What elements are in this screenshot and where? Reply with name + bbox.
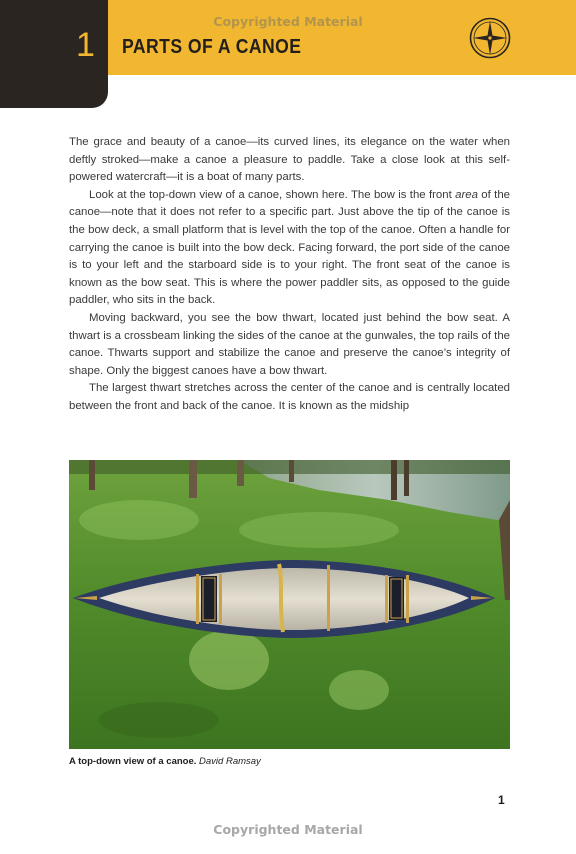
photo-credit: David Ramsay [199, 756, 261, 767]
chapter-title: PARTS OF A CANOE [122, 36, 302, 58]
caption-text: A top-down view of a canoe. [69, 756, 197, 767]
paragraph-3: Moving backward, you see the bow thwart, located just behind the bow seat. A thwart is a crossbeam linking the sides of the canoe at the gunwales, the top rails of the canoe. Thwarts support and stabilize the canoe and preserve the canoe’s integrity of shape. Only the biggest canoes have a bow thwart. [69, 311, 510, 377]
paragraph-1: The grace and beauty of a canoe—its curved lines, its elegance on the water when deftly stroked—make a canoe a pleasure to paddle. Take a close look at this self-powered watercraft—it is a boat of many parts. [69, 136, 510, 184]
paragraph-2 [69, 187, 510, 310]
watermark-top: Copyrighted Material [213, 14, 363, 29]
paragraph-2-text-a: Look at the top-down view of a canoe, shown here. The bow is the front [89, 188, 456, 201]
body-text [69, 134, 510, 416]
watermark-bottom: Copyrighted Material [213, 822, 363, 837]
paragraph-2-text-b: of the canoe—note that it does not refer to a specific part. Just above the tip of the canoe is the bow deck, a small platform that is level with the top of the canoe. Often a handle for carrying the canoe is built into the bow deck. Facing forward, the port side of the canoe is to your left and the starboard side is to your right. The front seat of the canoe is known as the bow seat. This is where the power paddler sits, as opposed to the guide paddler, who sits in the back. [69, 188, 510, 307]
compass-rose-icon [469, 17, 511, 59]
page-number: 1 [498, 793, 505, 807]
canoe-photo [69, 460, 510, 749]
paragraph-4: The largest thwart stretches across the center of the canoe and is centrally located between the front and back of the canoe. It is known as the midship [69, 382, 510, 412]
chapter-number: 1 [76, 26, 95, 64]
paragraph-2-emphasis: area [455, 188, 478, 201]
figure-caption [69, 756, 261, 767]
